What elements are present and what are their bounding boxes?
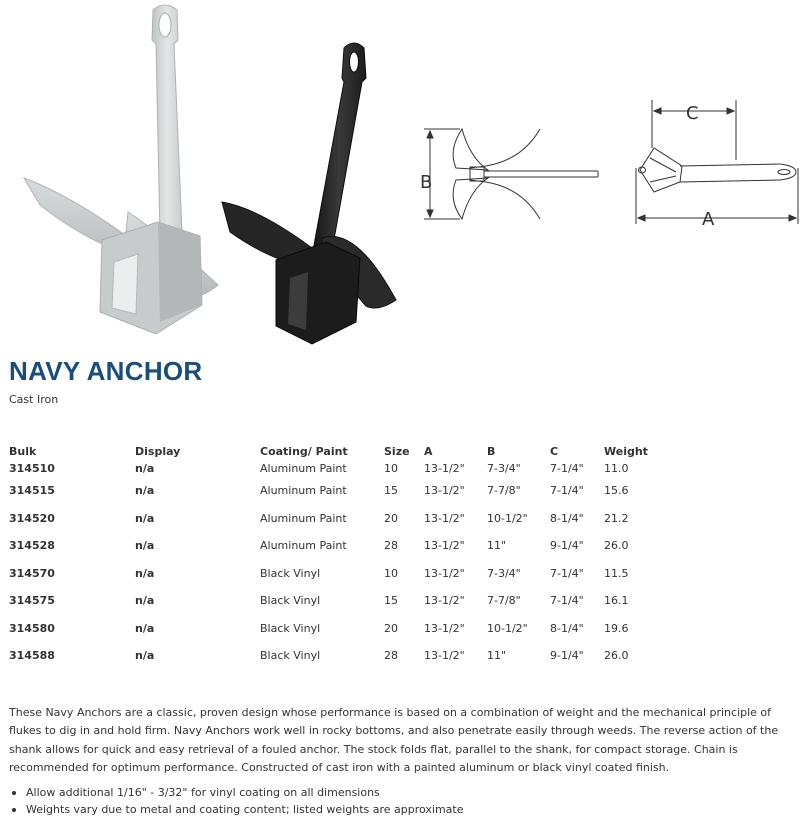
bullet-icon <box>12 791 16 795</box>
cell-b: 7-7/8" <box>487 484 521 497</box>
cell-size: 28 <box>384 649 398 662</box>
bullet-icon <box>12 808 16 812</box>
table-row <box>9 649 664 677</box>
page-title: NAVY ANCHOR <box>9 356 203 386</box>
cell-coating: Black Vinyl <box>260 621 321 635</box>
cell-c: 7-1/4" <box>550 484 584 497</box>
cell-weight: 21.2 <box>604 511 629 525</box>
cell-size: 10 <box>384 566 398 580</box>
note-text: Weights vary due to metal and coating content; listed weights are approximate <box>26 803 464 816</box>
cell-a: 13-1/2" <box>424 621 465 635</box>
table-header-row <box>9 440 664 462</box>
header-bulk: Bulk <box>9 444 37 458</box>
cell-c: 7-1/4" <box>550 566 584 580</box>
cell-a: 13-1/2" <box>424 566 465 580</box>
cell-display: n/a <box>135 462 155 475</box>
aluminum-anchor-image <box>24 5 218 334</box>
cell-b: 10-1/2" <box>487 621 528 635</box>
table-row <box>9 594 664 622</box>
diagram-label-b: B <box>420 172 433 193</box>
cell-bulk: 314575 <box>9 594 55 607</box>
diagram-label-a: A <box>702 209 715 230</box>
list-item <box>9 784 464 801</box>
cell-b: 11" <box>487 539 507 552</box>
cell-c: 9-1/4" <box>550 649 584 662</box>
cell-b: 11" <box>487 649 507 662</box>
cell-weight: 11.5 <box>604 566 629 580</box>
product-material: Cast Iron <box>9 393 59 406</box>
product-images <box>0 0 804 345</box>
header-coating: Coating/ Paint <box>260 444 348 458</box>
cell-coating: Aluminum Paint <box>260 462 347 475</box>
cell-weight: 19.6 <box>604 621 629 635</box>
cell-size: 15 <box>384 594 398 607</box>
cell-bulk: 314515 <box>9 484 55 497</box>
cell-a: 13-1/2" <box>424 511 465 525</box>
cell-size: 28 <box>384 539 398 552</box>
cell-a: 13-1/2" <box>424 539 465 552</box>
cell-c: 8-1/4" <box>550 621 584 635</box>
cell-b: 10-1/2" <box>487 511 528 525</box>
header-a: A <box>424 444 433 458</box>
table-row <box>9 512 664 540</box>
cell-size: 20 <box>384 511 398 525</box>
cell-c: 7-1/4" <box>550 462 584 475</box>
cell-display: n/a <box>135 511 155 525</box>
diagram-top-view <box>636 100 798 224</box>
notes-list <box>9 784 464 818</box>
cell-weight: 16.1 <box>604 594 629 607</box>
cell-display: n/a <box>135 484 155 497</box>
cell-coating: Black Vinyl <box>260 649 321 662</box>
table-row <box>9 539 664 567</box>
cell-bulk: 314588 <box>9 649 55 662</box>
cell-coating: Aluminum Paint <box>260 539 347 552</box>
cell-bulk: 314510 <box>9 462 55 475</box>
cell-a: 13-1/2" <box>424 594 465 607</box>
cell-coating: Aluminum Paint <box>260 511 347 525</box>
cell-a: 13-1/2" <box>424 462 465 475</box>
cell-coating: Aluminum Paint <box>260 484 347 497</box>
cell-c: 8-1/4" <box>550 511 584 525</box>
cell-weight: 26.0 <box>604 649 629 662</box>
cell-c: 9-1/4" <box>550 539 584 552</box>
cell-display: n/a <box>135 621 155 635</box>
cell-size: 20 <box>384 621 398 635</box>
cell-c: 7-1/4" <box>550 594 584 607</box>
cell-weight: 26.0 <box>604 539 629 552</box>
cell-a: 13-1/2" <box>424 484 465 497</box>
cell-size: 10 <box>384 462 398 475</box>
cell-display: n/a <box>135 594 155 607</box>
cell-bulk: 314570 <box>9 566 55 580</box>
table-row <box>9 484 664 512</box>
black-vinyl-anchor-image <box>222 43 396 344</box>
list-item <box>9 801 464 818</box>
cell-b: 7-7/8" <box>487 594 521 607</box>
header-b: B <box>487 444 496 458</box>
header-weight: Weight <box>604 444 648 458</box>
table-row <box>9 567 664 595</box>
cell-bulk: 314580 <box>9 621 55 635</box>
table-row <box>9 622 664 650</box>
cell-bulk: 314528 <box>9 539 55 552</box>
cell-bulk: 314520 <box>9 511 55 525</box>
cell-weight: 11.0 <box>604 462 629 475</box>
cell-display: n/a <box>135 649 155 662</box>
cell-weight: 15.6 <box>604 484 629 497</box>
cell-a: 13-1/2" <box>424 649 465 662</box>
cell-coating: Black Vinyl <box>260 594 321 607</box>
cell-b: 7-3/4" <box>487 462 521 475</box>
header-display: Display <box>135 444 181 458</box>
diagram-side-view <box>424 129 598 219</box>
cell-display: n/a <box>135 539 155 552</box>
diagram-label-c: C <box>686 103 699 124</box>
cell-coating: Black Vinyl <box>260 566 321 580</box>
product-description: These Navy Anchors are a classic, proven design whose performance is based on a combination of weight and the mechanical principle of flukes to dig in and hold firm. Navy Anchors work well in rocky bottoms, and also penetrate easily through weeds. The reverse action of the shank allows for quick and easy retrieval of a fouled anchor. The stock folds flat, parallel to the shank, for compact storage. Chain is recommended for optimum performance. Constructed of cast iron with a painted aluminum or black vinyl coated finish. <box>9 706 779 774</box>
spec-table <box>9 440 664 677</box>
header-size: Size <box>384 444 410 458</box>
header-c: C <box>550 444 559 458</box>
cell-b: 7-3/4" <box>487 566 521 580</box>
note-text: Allow additional 1/16" - 3/32" for vinyl coating on all dimensions <box>26 786 380 799</box>
table-row <box>9 462 664 484</box>
cell-display: n/a <box>135 566 155 580</box>
cell-size: 15 <box>384 484 398 497</box>
